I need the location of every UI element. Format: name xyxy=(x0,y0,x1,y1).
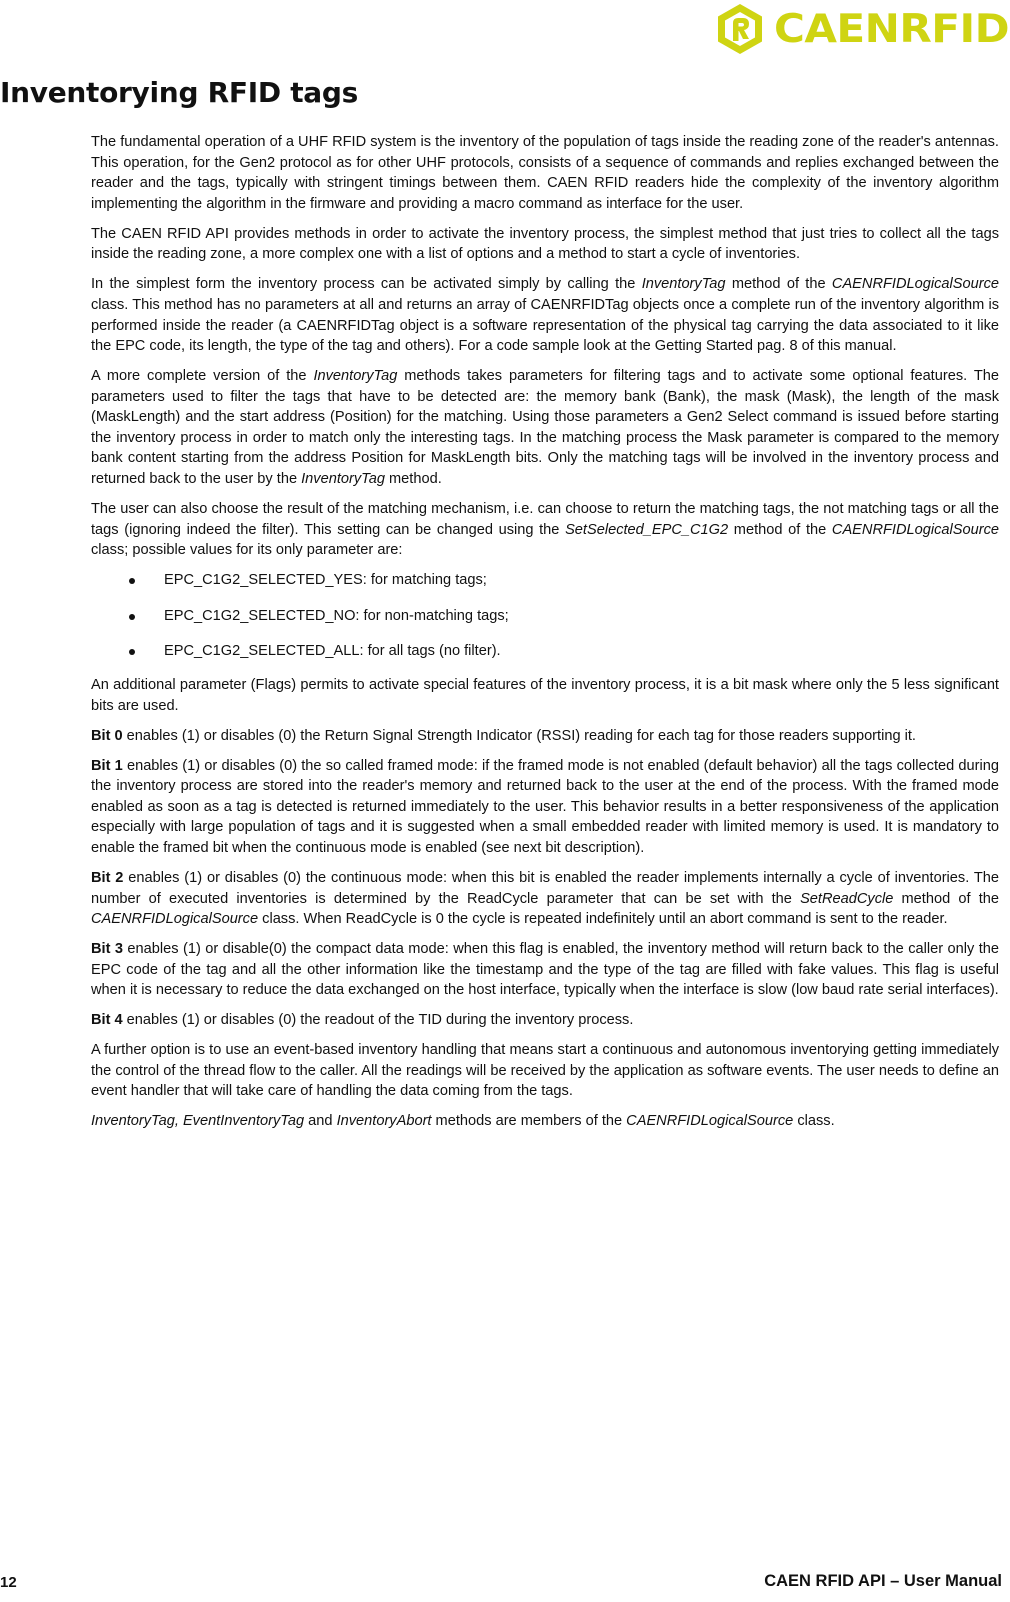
text-run: In the simplest form the inventory process can be activated simply by calling the xyxy=(91,276,642,293)
text-run: enables (1) or disable(0) the compact data mode: when this flag is enabled, the inventory method will return back to the caller only the EPC code of the tag and all the other information like the timestamp and the type of the tag are filled with fake values. This flag is useful when it is necessary to reduce the data exchanged on the host interface, typically when the interface is slow (low baud rate serial interfaces). xyxy=(91,941,1000,999)
italic-term: InventoryAbort xyxy=(336,1113,432,1130)
logo-text: CAENRFID xyxy=(774,6,1010,52)
text-run: The user can also choose the result of the matching mechanism, i.e. can choose to return the matching tags, the not matching tags or all the tags (ignoring indeed the filter). This setting can be changed using the xyxy=(91,501,999,538)
bold-term: Bit 1 xyxy=(91,757,123,774)
text-run: class. xyxy=(793,1113,835,1130)
italic-term: InventoryTag, EventInventoryTag xyxy=(91,1113,305,1130)
paragraph xyxy=(91,499,999,561)
italic-term: CAENRFIDLogicalSource xyxy=(91,911,259,928)
list-item-text: EPC_C1G2_SELECTED_ALL: for all tags (no filter). xyxy=(164,643,501,660)
paragraph xyxy=(91,366,999,490)
paragraph xyxy=(91,132,999,214)
text-run: methods are members of the xyxy=(431,1113,627,1130)
list-item-text: EPC_C1G2_SELECTED_YES: for matching tags; xyxy=(164,572,487,589)
text-run: methods takes parameters for filtering tags and to activate some optional features. The parameters used to filter the tags that have to be detected are: the memory bank (Bank), the mask (Mask), the length of the mask (MaskLength) and the start address (Position) for the matching. Using those parameters a Gen2 Select command is issued before starting the inventory process in order to match only the interesting tags. In the matching process the Mask parameter is compared to the memory bank content starting from the address Position for MaskLength bits. Only the matching tags will be involved in the inventory process and returned back to the user by the xyxy=(91,368,999,488)
bullet-icon xyxy=(129,649,135,655)
selected-values-list xyxy=(91,570,999,662)
paragraph xyxy=(91,1010,999,1031)
text-run: The fundamental operation of a UHF RFID system is the inventory of the population of tags inside the reading zone of the reader's antennas. This operation, for the Gen2 protocol as for other UHF protocols, consists of a sequence of commands and replies exchanged between the reader and the tags, typically with stringent timings between them. CAEN RFID readers hide the complexity of the inventory algorithm implementing the algorithm in the firmware and providing a macro command as interface for the user. xyxy=(91,134,999,212)
text-run: and xyxy=(304,1113,337,1130)
paragraph-group-flags xyxy=(91,675,999,1132)
paragraph xyxy=(91,726,999,747)
text-run: enables (1) or disables (0) the so called framed mode: if the framed mode is not enabled (default behavior) all the tags collected during the inventory process are stored into the reader's memory and returned back to the user at the end of the process. With the framed mode enabled as soon as a tag is detected is returned immediately to the user. This behavior results in a better responsiveness of the application especially with large population of tags and it is suggested when a small embedded reader with limited memory is used. It is mandatory to enable the framed bit when the continuous mode is enabled (see next bit description). xyxy=(91,757,999,856)
paragraph xyxy=(91,675,999,716)
list-item xyxy=(91,641,999,662)
text-run: A more complete version of the xyxy=(91,368,314,385)
text-run: A further option is to use an event-based inventory handling that means start a continuous and autonomous inventorying getting immediately the control of the thread flow to the caller. All the readings will be received by the application as software events. The user needs to define an event handler that will take care of handling the data coming from the tags. xyxy=(91,1042,999,1100)
text-run: method of the xyxy=(725,276,832,293)
page-title: Inventorying RFID tags xyxy=(0,76,359,109)
italic-term: SetSelected_EPC_C1G2 xyxy=(565,521,729,538)
paragraph xyxy=(91,939,999,1001)
text-run: enables (1) or disables (0) the readout of the TID during the inventory process. xyxy=(122,1012,634,1029)
bold-term: Bit 4 xyxy=(91,1012,123,1029)
italic-term: InventoryTag xyxy=(641,276,726,293)
paragraph xyxy=(91,756,999,859)
text-run: class; possible values for its only parameter are: xyxy=(91,542,403,559)
list-item xyxy=(91,570,999,591)
italic-term: CAENRFIDLogicalSource xyxy=(626,1113,794,1130)
bullet-icon xyxy=(129,614,135,620)
text-run: method of the xyxy=(893,890,999,907)
caenrfid-logo-icon xyxy=(712,1,768,57)
text-run: method of the xyxy=(728,521,832,538)
text-run: The CAEN RFID API provides methods in order to activate the inventory process, the simplest method that just tries to collect all the tags inside the reading zone, a more complex one with a list of options and a method to start a cycle of inventories. xyxy=(91,225,999,263)
paragraph xyxy=(91,274,999,356)
italic-term: InventoryTag xyxy=(301,471,385,488)
bold-term: Bit 2 xyxy=(91,869,124,886)
italic-term: CAENRFIDLogicalSource xyxy=(831,276,999,293)
document-body xyxy=(91,132,999,1141)
page-number: 12 xyxy=(0,1574,17,1591)
text-run: enables (1) or disables (0) the continuous mode: when this bit is enabled the reader implements internally a cycle of inventories. The number of executed inventories is determined by the ReadCycle parameter that can be set with the xyxy=(91,869,1000,907)
bullet-icon xyxy=(129,578,135,584)
italic-term: InventoryTag xyxy=(313,368,398,385)
bold-term: Bit 0 xyxy=(91,727,123,744)
paragraph xyxy=(91,224,999,265)
list-item xyxy=(91,606,999,627)
bold-term: Bit 3 xyxy=(91,941,123,958)
caenrfid-logo xyxy=(712,0,1010,58)
text-run: An additional parameter (Flags) permits to activate special features of the inventory process, it is a bit mask where only the 5 less significant bits are used. xyxy=(91,677,999,714)
text-run: class. When ReadCycle is 0 the cycle is repeated indefinitely until an abort command is sent to the reader. xyxy=(258,911,948,928)
paragraph xyxy=(91,1111,999,1132)
paragraph-group-intro xyxy=(91,132,999,561)
paragraph xyxy=(91,868,999,930)
italic-term: SetReadCycle xyxy=(800,890,894,907)
text-run: enables (1) or disables (0) the Return Signal Strength Indicator (RSSI) reading for each tag for those readers supporting it. xyxy=(122,727,916,744)
text-run: class. This method has no parameters at all and returns an array of CAENRFIDTag objects once a complete run of the inventory algorithm is performed inside the reader (a CAENRFIDTag object is a software representation of the physical tag carrying the data associated to it like the EPC code, its length, the type of the tag and others). For a code sample look at the Getting Started pag. 8 of this manual. xyxy=(91,296,999,355)
paragraph xyxy=(91,1040,999,1102)
italic-term: CAENRFIDLogicalSource xyxy=(831,521,999,538)
text-run: method. xyxy=(384,471,442,488)
list-item-text: EPC_C1G2_SELECTED_NO: for non-matching tags; xyxy=(164,607,509,624)
footer-doc-title: CAEN RFID API – User Manual xyxy=(764,1572,1002,1590)
